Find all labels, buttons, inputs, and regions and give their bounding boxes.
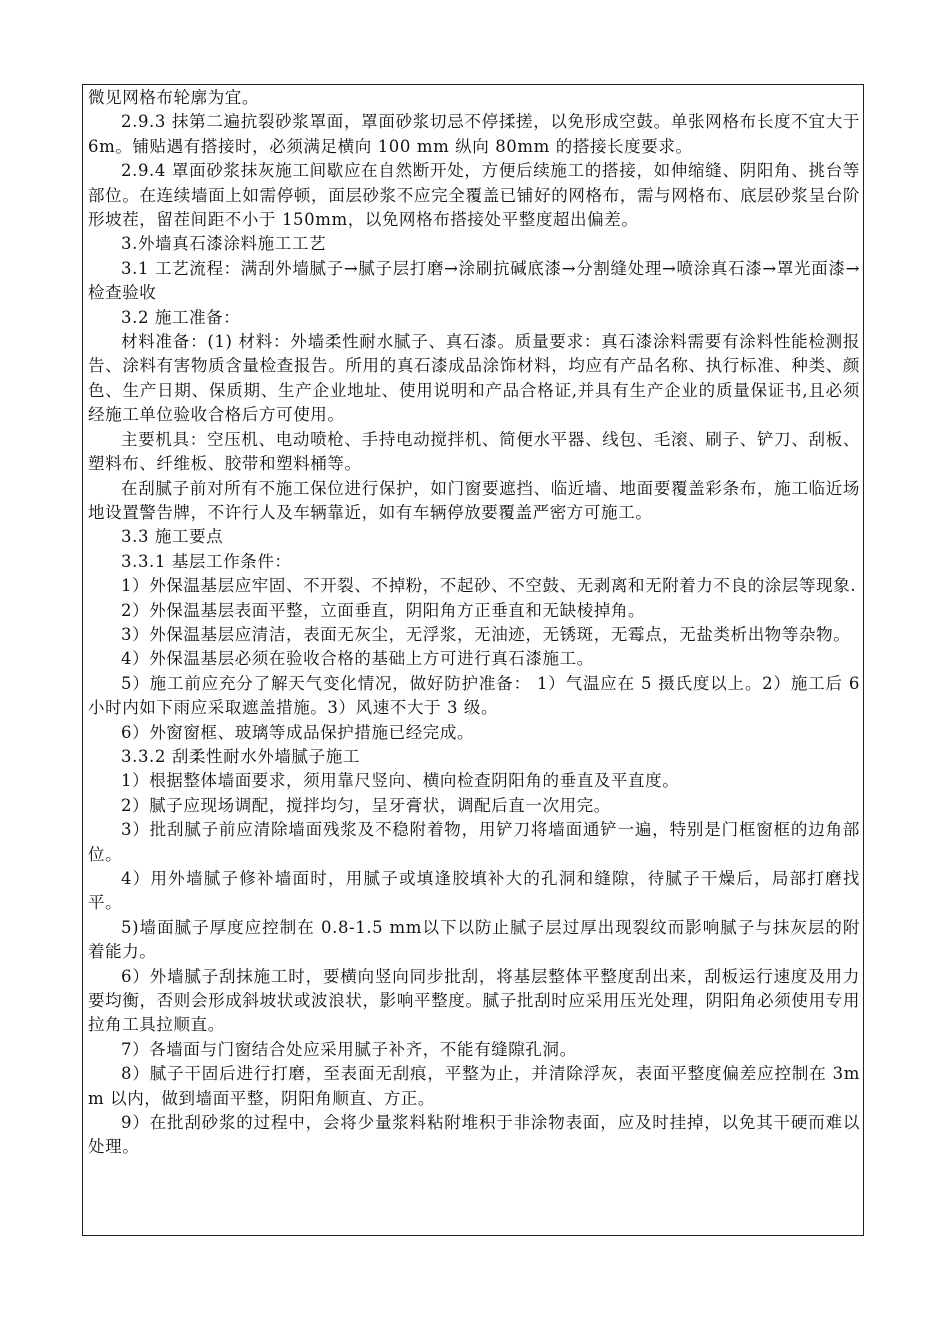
paragraph: 2.9.3 抹第二遍抗裂砂浆罩面，罩面砂浆切忌不停揉搓，以免形成空鼓。单张网格布长度不宜大于 6m。铺贴遇有搭接时，必须满足横向 100 mm 纵向 80mm 的搭接长度要求。 <box>88 112 860 156</box>
list-item: 2）腻子应现场调配，搅拌均匀，呈牙膏状，调配后直一次用完。 <box>121 795 611 815</box>
list-item: 2）外保温基层表面平整，立面垂直，阴阳角方正垂直和无缺棱掉角。 <box>121 600 646 620</box>
list-item: 7）各墙面与门窗结合处应采用腻子补齐，不能有缝隙孔洞。 <box>121 1039 577 1059</box>
subsection-heading: 3.2 施工准备： <box>121 307 241 327</box>
paragraph: 主要机具：空压机、电动喷枪、手持电动搅拌机、简便水平器、线包、毛滚、刷子、铲刀、刮板、塑料布、纤维板、胶带和塑料桶等。 <box>88 429 860 474</box>
paragraph: 在刮腻子前对所有不施工保位进行保护，如门窗要遮挡、临近墙、地面要覆盖彩条布，施工临近场地设置警告牌，不许行人及车辆靠近，如有车辆停放要覆盖严密方可施工。 <box>88 478 860 522</box>
list-item: 6）外墙腻子刮抹施工时，要横向竖向同步批刮，将基层整体平整度刮出来，刮板运行速度及用力要均衡，否则会形成斜坡状或波浪状，影响平整度。腻子批刮时应采用压光处理，阴阳角必须使用专用拉角工具拉顺直。 <box>88 966 860 1035</box>
paragraph: 微见网格布轮廓为宜。 <box>88 88 259 107</box>
paragraph: 3.1 工艺流程：满刮外墙腻子→腻子层打磨→涂刷抗碱底漆→分割缝处理→喷涂真石漆→罩光面漆→检查验收 <box>88 258 860 303</box>
list-item: 1）根据整体墙面要求，须用靠尺竖向、横向检查阴阳角的垂直及平直度。 <box>121 771 680 791</box>
subsection-heading: 3.3 施工要点 <box>121 527 224 547</box>
paragraph: 2.9.4 罩面砂浆抹灰施工间歇应在自然断开处，方便后续施工的搭接，如伸缩缝、阴阳角、挑台等部位。在连续墙面上如需停顿，面层砂浆不应完全覆盖已铺好的网格布，需与网格布、底层砂浆呈台阶形坡茬，留茬间距不小于 150mm，以免网格布搭接处平整度超出偏差。 <box>88 161 860 230</box>
list-item: 3）批刮腻子前应清除墙面残浆及不稳附着物，用铲刀将墙面通铲一遍，特别是门框窗框的边角部位。 <box>88 820 860 864</box>
subsection-heading: 3.3.1 基层工作条件： <box>121 551 292 571</box>
document-body <box>88 86 860 1160</box>
list-item: 5）施工前应充分了解天气变化情况，做好防护准备： 1）气温应在 5 摄氏度以上。2）施工后 6 小时内如下雨应采取遮盖措施。3）风速不大于 3 级。 <box>88 673 860 718</box>
list-item: 5)墙面腻子厚度应控制在 0.8-1.5 mm以下以防止腻子层过厚出现裂纹而影响腻子与抹灰层的附着能力。 <box>88 917 860 962</box>
list-item: 3）外保温基层应清洁，表面无灰尘，无浮浆，无油迹，无锈斑，无霉点，无盐类析出物等杂物。 <box>121 624 851 644</box>
section-heading: 3.外墙真石漆涂料施工工艺 <box>121 234 327 254</box>
list-item: 8）腻子干固后进行打磨，至表面无刮痕，平整为止，并清除浮灰，表面平整度偏差应控制在 3mm 以内，做到墙面平整，阴阳角顺直、方正。 <box>88 1064 860 1108</box>
list-item: 6）外窗窗框、玻璃等成品保护措施已经完成。 <box>121 722 475 742</box>
paragraph: 材料准备：(1) 材料：外墙柔性耐水腻子、真石漆。质量要求：真石漆涂料需要有涂料性能检测报告、涂料有害物质含量检查报告。所用的真石漆成品涂饰材料，均应有产品名称、执行标准、种类、颜色、生产日期、保质期、生产企业地址、使用说明和产品合格证,并具有生产企业的质量保证书,且必须经施工单位验收合格后方可使用。 <box>88 332 860 425</box>
list-item: 4）外保温基层必须在验收合格的基础上方可进行真石漆施工。 <box>121 649 594 669</box>
subsection-heading: 3.3.2 刮柔性耐水外墙腻子施工 <box>121 746 360 766</box>
list-item: 1）外保温基层应牢固、不开裂、不掉粉，不起砂、不空鼓、无剥离和无附着力不良的涂层等现象. <box>121 576 857 596</box>
list-item: 4）用外墙腻子修补墙面时，用腻子或填逢胶填补大的孔洞和缝隙，待腻子干燥后，局部打磨找平。 <box>88 869 860 913</box>
list-item: 9）在批刮砂浆的过程中，会将少量浆料粘附堆积于非涂物表面，应及时挂掉，以免其干硬而难以处理。 <box>88 1113 860 1157</box>
